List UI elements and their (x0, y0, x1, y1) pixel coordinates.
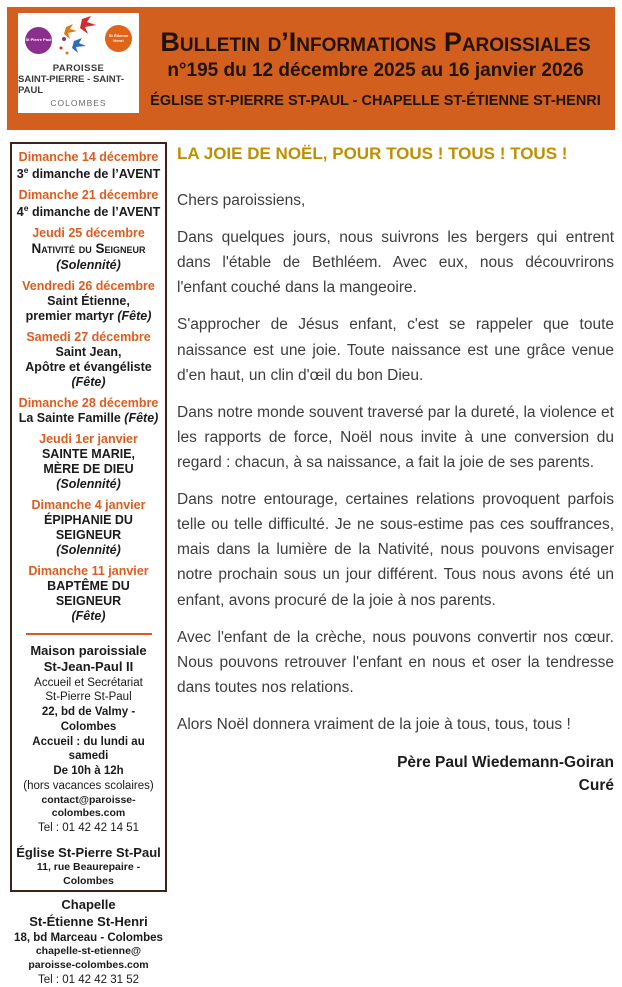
calendar-entry (14, 396, 163, 426)
contact-line: Église St-Pierre St-Paul (14, 845, 163, 862)
calendar-date: Dimanche 14 décembre (14, 150, 163, 165)
contact-line: St-Étienne St-Henri (14, 914, 163, 931)
calendar-entry (14, 432, 163, 492)
article-paragraph: Dans quelques jours, nous suivrons les bergers qui entrent dans l'étable de Bethléem. Avec eux, nous découvrirons l'enfant couché dans la mangeoire. (177, 225, 614, 300)
calendar-date: Samedi 27 décembre (14, 330, 163, 345)
article-paragraph: Dans notre monde souvent traversé par la dureté, la violence et les rapports de force, Noël nous invite à une conversion du regard : chacun, à sa naissance, a fait la joie de ses parents. (177, 400, 614, 475)
calendar-date: Dimanche 4 janvier (14, 498, 163, 513)
calendar-entry (14, 330, 163, 390)
calendar-date: Dimanche 28 décembre (14, 396, 163, 411)
article-paragraph: S'approcher de Jésus enfant, c'est se rappeler que toute naissance est une joie. Toute naissance est une grâce venue d'en haut, un clin d'œil du bon Dieu. (177, 312, 614, 387)
logo-city-label: COLOMBES (50, 98, 106, 108)
contacts-list (14, 643, 163, 987)
contact-block (14, 643, 163, 836)
signature-block (177, 751, 614, 798)
bulletin-churches-line: ÉGLISE ST-PIERRE ST-PAUL - CHAPELLE ST-ÉTIENNE ST-HENRI (150, 93, 601, 109)
parish-logo-art (18, 13, 139, 63)
calendar-date: Dimanche 21 décembre (14, 188, 163, 203)
calendar-detail: (Solennité) (14, 258, 163, 273)
contact-line: Tel : 01 42 42 31 52 (14, 973, 163, 987)
contact-line: chapelle-st-etienne@ (14, 945, 163, 959)
signature-name: Père Paul Wiedemann-Goiran (177, 751, 614, 774)
article-paragraph: Chers paroissiens, (177, 188, 614, 213)
article-paragraph: Alors Noël donnera vraiment de la joie à tous, tous, tous ! (177, 712, 614, 737)
calendar-entry (14, 150, 163, 182)
st-pierre-paul-badge-icon: St Pierre Paul (25, 27, 52, 54)
calendar-detail: La Sainte Famille (Fête) (14, 411, 163, 426)
calendar-detail: ÉPIPHANIE DU SEIGNEUR (14, 513, 163, 543)
calendar-detail: SAINTE MARIE, (14, 447, 163, 462)
article-paragraph: Avec l'enfant de la crèche, nous pouvons convertir nos cœur. Nous pouvons retrouver l'enfant en nous et oser la tendresse dans toutes nos relations. (177, 625, 614, 700)
birds-icon (52, 15, 104, 61)
contact-line: Accueil : du lundi au samedi (14, 735, 163, 764)
liturgical-calendar-sidebar (10, 142, 167, 892)
calendar-entry (14, 188, 163, 220)
contact-line: 11, rue Beaurepaire - Colombes (14, 861, 163, 888)
calendar-date: Jeudi 25 décembre (14, 226, 163, 241)
parish-logo (18, 13, 139, 113)
sidebar-divider (26, 633, 152, 635)
article-paragraph: Dans notre entourage, certaines relations provoquent parfois telle ou telle difficulté. Je ne sous-estime pas ces souffrances, mais dans la lumière de la Nativité, nous pouvons envisager notre prochain sous un jour différent. Tous nous avons été un enfant, avons procuré de la joie à nos parents. (177, 487, 614, 613)
contact-line: Accueil et Secrétariat (14, 676, 163, 691)
article-title: LA JOIE DE NOËL, POUR TOUS ! TOUS ! TOUS ! (177, 144, 614, 164)
calendar-detail: BAPTÊME DU SEIGNEUR (14, 579, 163, 609)
bulletin-issue-dates: n°195 du 12 décembre 2025 au 16 janvier 2026 (167, 60, 583, 82)
contact-line: paroisse-colombes.com (14, 959, 163, 973)
calendar-entry (14, 279, 163, 324)
contact-line: Tel : 01 42 42 14 51 (14, 821, 163, 836)
calendar-detail: (Fête) (14, 375, 163, 390)
calendar-date: Dimanche 11 janvier (14, 564, 163, 579)
contact-line: Maison paroissiale (14, 643, 163, 660)
logo-parish-name: SAINT-PIERRE - SAINT-PAUL (18, 74, 139, 96)
signature-role: Curé (177, 774, 614, 797)
calendar-detail: (Fête) (14, 609, 163, 624)
calendar-detail: premier martyr (Fête) (14, 309, 163, 324)
calendar-detail: (Solennité) (14, 543, 163, 558)
bulletin-header (7, 7, 615, 130)
contact-block (14, 845, 163, 889)
contact-line: (hors vacances scolaires) (14, 779, 163, 794)
contact-line: Chapelle (14, 897, 163, 914)
calendar-date: Jeudi 1er janvier (14, 432, 163, 447)
calendar-detail: Apôtre et évangéliste (14, 360, 163, 375)
calendar-detail: Nativité du Seigneur (14, 241, 163, 257)
calendar-date: Vendredi 26 décembre (14, 279, 163, 294)
contact-line: contact@paroisse-colombes.com (14, 794, 163, 821)
st-etienne-henri-badge-icon: St Étienne Henri (105, 25, 132, 52)
calendar-detail: Saint Étienne, (14, 294, 163, 309)
contact-line: De 10h à 12h (14, 764, 163, 779)
calendar-entry (14, 564, 163, 624)
bulletin-title: Bulletin d’Informations Paroissiales (160, 28, 590, 56)
calendar-list (14, 150, 163, 624)
logo-paroisse-label: PAROISSE (53, 63, 105, 74)
editorial-article (177, 144, 614, 798)
contact-line: 22, bd de Valmy - Colombes (14, 705, 163, 734)
calendar-entry (14, 226, 163, 272)
calendar-detail: 4e dimanche de l’AVENT (14, 203, 163, 220)
contact-block (14, 897, 163, 987)
contact-line: St-Jean-Paul II (14, 659, 163, 676)
calendar-detail: 3e dimanche de l’AVENT (14, 165, 163, 182)
contact-line: 18, bd Marceau - Colombes (14, 931, 163, 946)
calendar-detail: MÈRE DE DIEU (Solennité) (14, 462, 163, 492)
contact-line: St-Pierre St-Paul (14, 690, 163, 705)
header-text-block (140, 7, 611, 130)
calendar-entry (14, 498, 163, 558)
calendar-detail: Saint Jean, (14, 345, 163, 360)
